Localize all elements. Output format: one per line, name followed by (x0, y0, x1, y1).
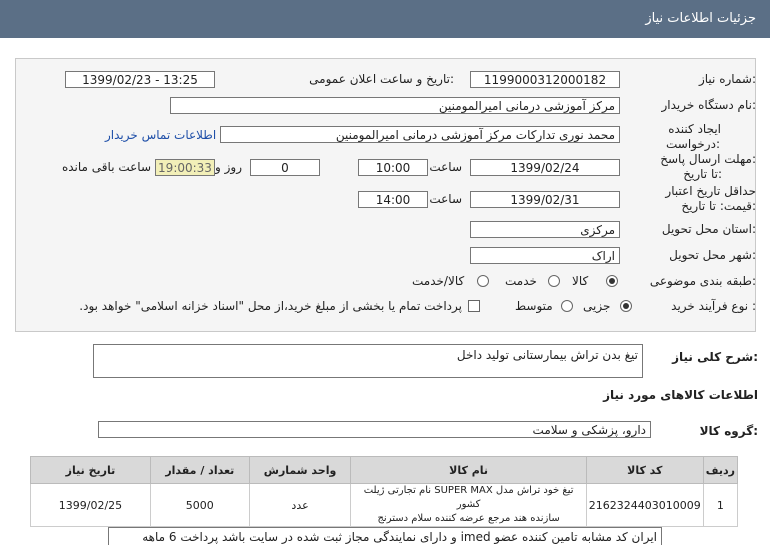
description-label: شرح کلی نیاز: (672, 350, 758, 364)
validity-label: حداقل تاریخ اعتبار (665, 184, 756, 198)
remaining-time-field: 19:00:33 (155, 159, 215, 176)
col-unit-header: واحد شمارش (249, 457, 351, 484)
province-field: مرکزی (470, 221, 620, 238)
cell-date: 1399/02/25 (31, 484, 151, 527)
cell-name (351, 484, 586, 527)
creator-field: محمد نوری تدارکات مرکز آموزشی درمانی امیرالمومنین (220, 126, 620, 143)
category-label: طبقه بندی موضوعی: (649, 274, 756, 288)
cell-name-line1: تیغ خود تراش مدل SUPER MAX نام تجارتی ژیلت کشور (363, 485, 574, 510)
remaining-time-label: ساعت باقی مانده (61, 160, 151, 174)
goods-group-label: گروه کالا: (699, 424, 758, 438)
col-code-header: کد کالا (586, 457, 703, 484)
col-name-header: نام کالا (351, 457, 586, 484)
creator-label-2: درخواست: (666, 137, 720, 151)
description-field: تیغ بدن تراش بیمارستانی تولید داخل (93, 344, 643, 378)
page-title: جزئیات اطلاعات نیاز (645, 11, 756, 26)
table-row (31, 484, 738, 527)
reply-time-field: 10:00 (358, 159, 428, 176)
page-header (0, 0, 770, 38)
cell-name-line2: سازنده هند مرجع عرضه کننده سلام دسترنج (377, 513, 560, 524)
creator-label: ایجاد کننده (668, 122, 721, 136)
cell-qty: 5000 (150, 484, 249, 527)
province-label: استان محل تحویل: (661, 222, 756, 236)
buyer-org-label: نام دستگاه خریدار: (661, 98, 756, 112)
category-goods-label: کالا (572, 274, 589, 288)
buyer-notes-field: ایران کد مشابه تامین کننده عضو imed و دارای نمایندگی مجاز ثبت شده در سایت باشد پرداخت 6 ماهه (108, 527, 662, 545)
col-qty-header: تعداد / مقدار (150, 457, 249, 484)
city-field: اراک (470, 247, 620, 264)
process-type-label: نوع فرآیند خرید : (671, 299, 756, 313)
cell-row: 1 (703, 484, 737, 527)
treasury-payment-checkbox[interactable] (468, 300, 480, 312)
city-label: شهر محل تحویل: (669, 248, 756, 262)
cell-unit: عدد (249, 484, 351, 527)
category-goods-service-label: کالا/خدمت (412, 274, 465, 288)
need-number-field: 1199000312000182 (470, 71, 620, 88)
days-label: روز و (215, 160, 242, 174)
col-date-header: تاریخ نیاز (31, 457, 151, 484)
items-table-header-row (31, 457, 738, 484)
validity-label-2: قیمت: تا تاریخ: (681, 199, 756, 213)
goods-info-title: اطلاعات کالاهای مورد نیاز (603, 388, 758, 402)
category-service-label: خدمت (505, 274, 537, 288)
items-table-wrapper (30, 456, 738, 527)
reply-time-label: ساعت (429, 160, 462, 174)
process-medium-radio[interactable] (561, 300, 573, 312)
process-partial-label: جزیی (583, 299, 611, 313)
treasury-payment-note: پرداخت تمام یا بخشی از مبلغ خرید،از محل "اسناد خزانه اسلامی" خواهد بود. (79, 299, 462, 313)
category-service-radio[interactable] (548, 275, 560, 287)
need-number-label: شماره نیاز: (698, 72, 756, 86)
days-field: 0 (250, 159, 320, 176)
process-medium-label: متوسط (515, 299, 553, 313)
category-goods-radio[interactable] (606, 275, 618, 287)
validity-time-field: 14:00 (358, 191, 428, 208)
process-partial-radio[interactable] (620, 300, 632, 312)
reply-date-field: 1399/02/24 (470, 159, 620, 176)
items-table (30, 456, 738, 527)
reply-deadline-label-2: تا تاریخ: (683, 167, 722, 181)
reply-deadline-label: مهلت ارسال پاسخ: (660, 152, 756, 166)
validity-date-field: 1399/02/31 (470, 191, 620, 208)
buyer-org-field: مرکز آموزشی درمانی امیرالمومنین (170, 97, 620, 114)
validity-time-label: ساعت (429, 192, 462, 206)
cell-code: 2162324403010009 (586, 484, 703, 527)
buyer-contact-link[interactable]: اطلاعات تماس خریدار (105, 128, 217, 142)
goods-group-field: دارو، پزشکی و سلامت (98, 421, 651, 438)
col-row-header: ردیف (703, 457, 737, 484)
announce-datetime-field: 1399/02/23 - 13:25 (65, 71, 215, 88)
category-goods-service-radio[interactable] (477, 275, 489, 287)
announce-datetime-label: تاریخ و ساعت اعلان عمومی: (309, 72, 454, 86)
